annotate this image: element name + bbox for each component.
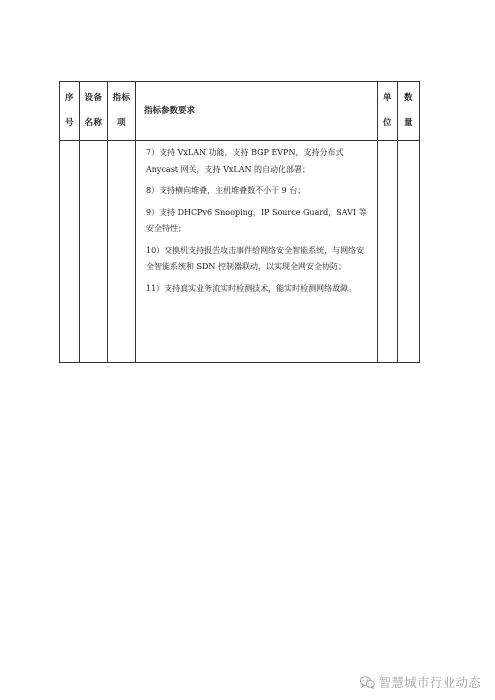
header-indicator-line2: 项 bbox=[116, 118, 126, 128]
watermark-text: 智慧城市行业动态 bbox=[378, 675, 481, 690]
param-item: 9）支持 DHCPv6 Snooping，IP Source Guard，SAVI 等安全特性； bbox=[146, 207, 367, 233]
header-quantity bbox=[398, 82, 420, 141]
param-item: 8）支持横向堆叠，主机堆叠数不小于 9 台； bbox=[146, 186, 306, 195]
header-indicator bbox=[108, 82, 136, 141]
header-device-name bbox=[80, 82, 108, 141]
header-unit-line2: 位 bbox=[382, 118, 392, 128]
header-device-line2: 名称 bbox=[84, 118, 103, 128]
cell-quantity bbox=[398, 141, 420, 363]
cell-device-name bbox=[80, 141, 108, 363]
cell-params bbox=[136, 141, 378, 363]
header-qty-line1: 数 bbox=[403, 93, 413, 103]
header-device-line1: 设备 bbox=[84, 93, 103, 103]
cell-unit bbox=[378, 141, 398, 363]
header-unit bbox=[378, 82, 398, 141]
wechat-icon bbox=[360, 676, 375, 689]
header-seq bbox=[60, 82, 80, 141]
table-header-row bbox=[60, 82, 420, 141]
spec-table bbox=[59, 81, 420, 363]
cell-seq bbox=[60, 141, 80, 363]
header-seq-line2: 号 bbox=[64, 118, 74, 128]
param-item: 7）支持 VxLAN 功能，支持 BGP EVPN，支持分布式 Anycast 网关，支持 VxLAN 的自动化部署； bbox=[146, 148, 346, 174]
header-params: 指标参数要求 bbox=[136, 82, 378, 141]
header-indicator-line1: 指标 bbox=[112, 93, 131, 103]
header-unit-line1: 单 bbox=[382, 93, 392, 103]
param-item: 11）支持真实业务流实时检测技术，能实时检测网络故障。 bbox=[146, 283, 357, 293]
header-qty-line2: 量 bbox=[403, 118, 413, 128]
header-seq-line1: 序 bbox=[64, 93, 74, 103]
cell-indicator bbox=[108, 141, 136, 363]
table-row bbox=[60, 141, 420, 363]
param-item: 10）交换机支持报告攻击事件给网络安全智能系统，与网络安全智能系统和 SDN 控制器联动，以实现全网安全协防； bbox=[146, 245, 365, 271]
watermark bbox=[360, 673, 481, 691]
